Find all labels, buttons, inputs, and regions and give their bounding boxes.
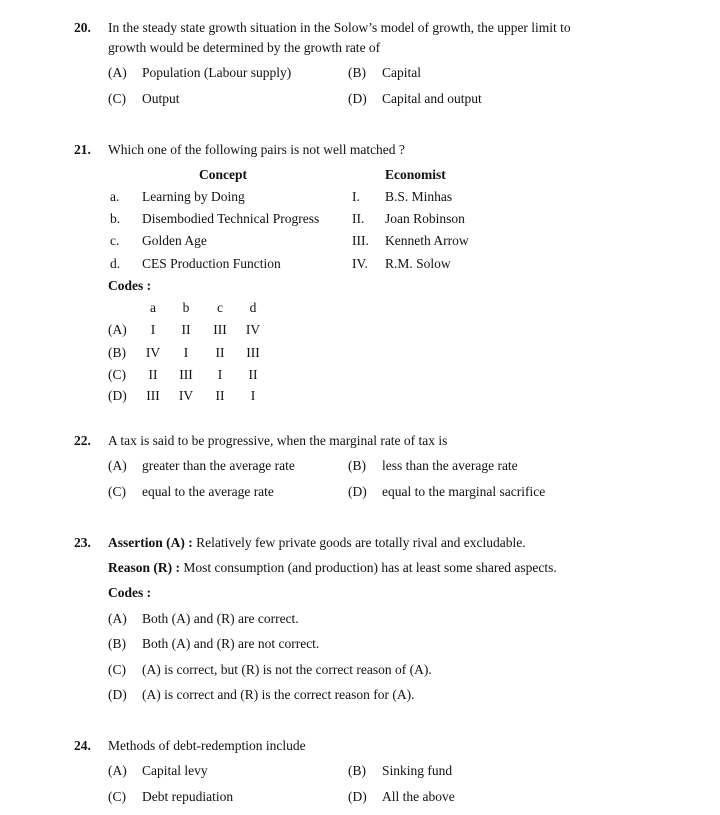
pair-letter: d. — [110, 256, 121, 271]
option-text: Capital levy — [142, 763, 208, 778]
code-cell: I — [183, 345, 189, 360]
option-text: Both (A) and (R) are not correct. — [142, 636, 320, 651]
question-stem: Which one of the following pairs is not well matched ? — [108, 142, 405, 157]
pair-letter: b. — [110, 211, 121, 226]
option-label: (C) — [108, 91, 126, 106]
option-label: (D) — [108, 687, 127, 702]
pair-numeral: III. — [352, 233, 369, 248]
question-stem: In the steady state growth situation in the Solow’s model of growth, the upper limit to — [108, 20, 571, 35]
assertion-label: Assertion (A) : — [108, 535, 193, 550]
pair-numeral: II. — [352, 211, 365, 226]
option-label: (A) — [108, 458, 127, 473]
code-row-label: (C) — [108, 367, 126, 382]
code-cell: I — [150, 322, 156, 337]
pair-concept: CES Production Function — [142, 256, 281, 271]
code-cell: II — [148, 367, 158, 382]
concept-header: Concept — [199, 167, 247, 182]
code-row-label: (A) — [108, 322, 127, 337]
option-label: (D) — [348, 91, 367, 106]
pair-concept: Disembodied Technical Progress — [142, 211, 320, 226]
option-text: Population (Labour supply) — [142, 65, 292, 80]
code-row-label: (B) — [108, 345, 126, 360]
option-label: (C) — [108, 484, 126, 499]
pair-economist: Kenneth Arrow — [385, 233, 469, 248]
economist-header: Economist — [385, 167, 446, 182]
reason-line — [108, 560, 557, 576]
code-cell: IV — [178, 388, 194, 403]
code-cell: III — [213, 322, 227, 337]
question-number: 21. — [74, 142, 91, 157]
option-text: greater than the average rate — [142, 458, 295, 473]
pair-numeral: I. — [352, 189, 360, 204]
question-stem: Methods of debt-redemption include — [108, 738, 306, 753]
pair-economist: B.S. Minhas — [385, 189, 453, 204]
option-label: (C) — [108, 662, 126, 677]
code-cell: IV — [145, 345, 161, 360]
question-number: 24. — [74, 738, 91, 753]
option-label: (D) — [348, 484, 367, 499]
code-cell: II — [248, 367, 258, 382]
question-stem: growth would be determined by the growth rate of — [108, 40, 381, 55]
question-stem: A tax is said to be progressive, when the marginal rate of tax is — [108, 433, 448, 448]
option-text: Capital — [382, 65, 421, 80]
pair-concept: Learning by Doing — [142, 189, 245, 204]
code-col-header: d — [249, 300, 257, 315]
pair-concept: Golden Age — [142, 233, 207, 248]
option-text: equal to the marginal sacrifice — [382, 484, 546, 499]
option-text: Sinking fund — [382, 763, 453, 778]
pair-letter: a. — [110, 189, 120, 204]
code-cell: II — [181, 322, 191, 337]
option-label: (B) — [348, 458, 366, 473]
code-cell: II — [215, 345, 225, 360]
question-number: 23. — [74, 535, 91, 550]
option-text: Capital and output — [382, 91, 482, 106]
assertion-line — [108, 535, 526, 551]
option-label: (A) — [108, 65, 127, 80]
reason-text: Most consumption (and production) has at least some shared aspects. — [183, 560, 557, 575]
option-label: (B) — [348, 763, 366, 778]
option-text: Both (A) and (R) are correct. — [142, 611, 299, 626]
code-row-label: (D) — [108, 388, 127, 403]
option-text: Debt repudiation — [142, 789, 234, 804]
pair-economist: Joan Robinson — [385, 211, 465, 226]
question-number: 20. — [74, 20, 91, 35]
option-text: Output — [142, 91, 180, 106]
option-label: (C) — [108, 789, 126, 804]
option-label: (B) — [348, 65, 366, 80]
assertion-text: Relatively few private goods are totally rival and excludable. — [196, 535, 526, 550]
code-cell: I — [250, 388, 256, 403]
option-text: (A) is correct, but (R) is not the correct reason of (A). — [142, 662, 432, 677]
code-cell: III — [246, 345, 260, 360]
code-cell: I — [217, 367, 223, 382]
code-cell: II — [215, 388, 225, 403]
pair-economist: R.M. Solow — [385, 256, 451, 271]
code-cell: IV — [245, 322, 261, 337]
code-cell: III — [179, 367, 193, 382]
reason-label: Reason (R) : — [108, 560, 180, 575]
option-label: (D) — [348, 789, 367, 804]
option-text: All the above — [382, 789, 455, 804]
option-text: (A) is correct and (R) is the correct reason for (A). — [142, 687, 415, 702]
code-cell: III — [146, 388, 160, 403]
option-text: less than the average rate — [382, 458, 518, 473]
option-label: (B) — [108, 636, 126, 651]
codes-label: Codes : — [108, 278, 152, 293]
option-label: (A) — [108, 611, 127, 626]
code-col-header: b — [182, 300, 190, 315]
option-text: equal to the average rate — [142, 484, 274, 499]
code-col-header: c — [217, 300, 223, 315]
pair-numeral: IV. — [352, 256, 368, 271]
code-col-header: a — [150, 300, 156, 315]
pair-letter: c. — [110, 233, 120, 248]
codes-label: Codes : — [108, 585, 152, 600]
option-label: (A) — [108, 763, 127, 778]
question-number: 22. — [74, 433, 91, 448]
